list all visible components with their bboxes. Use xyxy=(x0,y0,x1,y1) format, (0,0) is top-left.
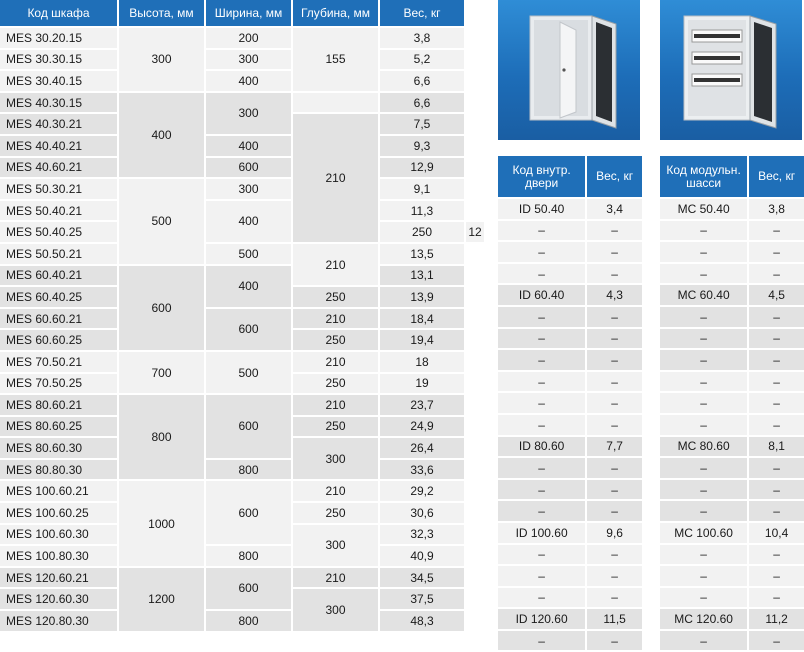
height-cell: 600 xyxy=(119,266,204,350)
table-row xyxy=(498,285,642,305)
weight-cell: 6,6 xyxy=(380,93,464,113)
depth-cell: 155 xyxy=(293,28,378,91)
table-row xyxy=(0,136,484,156)
item-code: – xyxy=(498,221,585,241)
width-cell: 800 xyxy=(206,611,291,631)
item-code: – xyxy=(660,307,747,327)
item-weight: – xyxy=(587,501,642,521)
cabinet-code: MES 70.50.25 xyxy=(0,374,117,394)
weight-cell: 34,5 xyxy=(380,568,464,588)
item-weight: – xyxy=(749,415,804,435)
item-code: – xyxy=(498,307,585,327)
table-row xyxy=(498,199,642,219)
item-weight: – xyxy=(587,221,642,241)
table-row xyxy=(660,566,804,586)
table-row xyxy=(0,395,484,415)
item-code: – xyxy=(660,480,747,500)
item-weight: – xyxy=(587,307,642,327)
table-row xyxy=(498,329,642,349)
table-row xyxy=(498,631,642,651)
item-weight: – xyxy=(749,221,804,241)
weight-cell: 12 xyxy=(466,222,484,242)
weight-cell: 6,6 xyxy=(380,71,464,91)
table-row xyxy=(498,566,642,586)
table-row xyxy=(660,631,804,651)
table-row xyxy=(660,609,804,629)
item-weight: – xyxy=(749,545,804,565)
table-row xyxy=(498,221,642,241)
table-row xyxy=(0,309,484,329)
depth-cell: 250 xyxy=(293,417,378,437)
weight-cell: 24,9 xyxy=(380,417,464,437)
width-cell: 600 xyxy=(206,568,291,609)
header-chassis-weight: Вес, кг xyxy=(749,156,804,197)
item-weight: – xyxy=(749,264,804,284)
height-cell: 500 xyxy=(119,179,204,263)
item-code: – xyxy=(498,545,585,565)
header-chassis-code: Код модульн. шасси xyxy=(660,156,747,197)
header-door-weight: Вес, кг xyxy=(587,156,642,197)
weight-cell: 18 xyxy=(380,352,464,372)
depth-cell: 250 xyxy=(293,503,378,523)
item-weight: 7,7 xyxy=(587,437,642,457)
table-row xyxy=(660,523,804,543)
cabinet-code: MES 80.60.30 xyxy=(0,438,117,458)
cabinet-code: MES 70.50.21 xyxy=(0,352,117,372)
item-weight: – xyxy=(749,631,804,651)
table-row xyxy=(660,415,804,435)
item-weight: – xyxy=(749,350,804,370)
weight-cell: 30,6 xyxy=(380,503,464,523)
table-row xyxy=(498,588,642,608)
item-code: – xyxy=(660,501,747,521)
table-row xyxy=(498,372,642,392)
cabinet-code: MES 100.60.25 xyxy=(0,503,117,523)
weight-cell: 33,6 xyxy=(380,460,464,480)
table-row xyxy=(498,609,642,629)
width-cell: 400 xyxy=(206,71,291,91)
item-weight: – xyxy=(587,242,642,262)
width-cell: 300 xyxy=(206,179,291,199)
width-cell: 600 xyxy=(206,309,291,350)
item-code: ID 80.60 xyxy=(498,437,585,457)
depth-cell: 250 xyxy=(380,222,464,242)
table-row xyxy=(660,307,804,327)
table-row xyxy=(660,458,804,478)
weight-cell: 18,4 xyxy=(380,309,464,329)
table-row xyxy=(0,28,484,48)
cabinet-code: MES 30.40.15 xyxy=(0,71,117,91)
depth-cell: 210 xyxy=(293,481,378,501)
table-row xyxy=(498,307,642,327)
depth-cell: 250 xyxy=(293,374,378,394)
depth-cell: 210 xyxy=(293,244,378,285)
table-row xyxy=(498,242,642,262)
item-weight: 11,2 xyxy=(749,609,804,629)
table-row xyxy=(0,158,484,178)
item-code: – xyxy=(660,372,747,392)
item-code: ID 60.40 xyxy=(498,285,585,305)
table-row xyxy=(498,545,642,565)
item-code: – xyxy=(498,372,585,392)
item-weight: 4,5 xyxy=(749,285,804,305)
item-weight: – xyxy=(587,372,642,392)
cabinet-code: MES 100.60.21 xyxy=(0,481,117,501)
item-code: ID 50.40 xyxy=(498,199,585,219)
table-row xyxy=(660,221,804,241)
item-code: – xyxy=(660,545,747,565)
cabinet-code: MES 80.60.25 xyxy=(0,417,117,437)
cabinet-code: MES 50.40.25 xyxy=(0,222,117,242)
weight-cell: 9,1 xyxy=(380,179,464,199)
cabinet-code: MES 60.40.25 xyxy=(0,287,117,307)
item-code: – xyxy=(498,393,585,413)
item-weight: – xyxy=(749,458,804,478)
cabinet-code: MES 30.20.15 xyxy=(0,28,117,48)
item-code: – xyxy=(660,350,747,370)
table-row xyxy=(0,201,484,221)
item-weight: 3,4 xyxy=(587,199,642,219)
item-code: – xyxy=(498,631,585,651)
item-weight: – xyxy=(749,588,804,608)
width-cell: 400 xyxy=(206,136,291,156)
depth-cell: 210 xyxy=(293,568,378,588)
weight-cell: 29,2 xyxy=(380,481,464,501)
table-row xyxy=(498,350,642,370)
table-row xyxy=(498,393,642,413)
table-row xyxy=(660,242,804,262)
item-weight: – xyxy=(749,393,804,413)
height-cell: 700 xyxy=(119,352,204,393)
item-weight: 10,4 xyxy=(749,523,804,543)
table-row xyxy=(0,179,484,199)
width-cell: 400 xyxy=(206,266,291,307)
width-cell: 600 xyxy=(206,481,291,544)
item-weight: – xyxy=(587,264,642,284)
cabinet-inner-door-photo xyxy=(498,0,640,140)
item-weight: – xyxy=(587,350,642,370)
item-weight: – xyxy=(749,307,804,327)
table-row xyxy=(660,393,804,413)
weight-cell: 13,9 xyxy=(380,287,464,307)
item-code: – xyxy=(498,242,585,262)
item-code: MC 120.60 xyxy=(660,609,747,629)
depth-cell: 210 xyxy=(293,395,378,415)
item-code: – xyxy=(660,221,747,241)
cabinet-code: MES 100.80.30 xyxy=(0,546,117,566)
item-code: – xyxy=(498,458,585,478)
weight-cell: 5,2 xyxy=(380,50,464,70)
item-weight: 4,3 xyxy=(587,285,642,305)
cabinet-code: MES 120.60.21 xyxy=(0,568,117,588)
header-height: Высота, мм xyxy=(119,0,204,26)
item-weight: 9,6 xyxy=(587,523,642,543)
item-weight: – xyxy=(587,588,642,608)
item-code: – xyxy=(498,588,585,608)
table-row xyxy=(660,545,804,565)
modular-chassis-table xyxy=(658,154,804,652)
cabinet-code: MES 80.60.21 xyxy=(0,395,117,415)
cabinet-code: MES 50.40.21 xyxy=(0,201,117,221)
depth-cell: 300 xyxy=(293,589,378,630)
cabinet-code: MES 40.30.21 xyxy=(0,114,117,134)
table-row xyxy=(660,350,804,370)
weight-cell: 12,9 xyxy=(380,158,464,178)
header-door-code: Код внутр. двери xyxy=(498,156,585,197)
cabinet-code: MES 120.60.30 xyxy=(0,589,117,609)
weight-cell: 9,3 xyxy=(380,136,464,156)
item-code: MC 60.40 xyxy=(660,285,747,305)
item-code: ID 120.60 xyxy=(498,609,585,629)
table-row xyxy=(0,352,484,372)
table-row xyxy=(0,71,484,91)
width-cell: 400 xyxy=(206,201,291,242)
cabinet-code: MES 60.40.21 xyxy=(0,266,117,286)
item-code: – xyxy=(660,329,747,349)
item-code: – xyxy=(498,480,585,500)
table-row xyxy=(498,437,642,457)
table-row xyxy=(498,458,642,478)
table-row xyxy=(498,501,642,521)
height-cell: 1000 xyxy=(119,481,204,565)
depth-cell-empty xyxy=(293,93,378,113)
table-row xyxy=(0,460,484,480)
cabinet-code: MES 40.60.21 xyxy=(0,158,117,178)
weight-cell: 11,3 xyxy=(380,201,464,221)
weight-cell: 13,1 xyxy=(380,266,464,286)
table-row xyxy=(498,264,642,284)
cabinet-with-door-icon xyxy=(498,0,640,140)
weight-cell: 19 xyxy=(380,374,464,394)
item-code: – xyxy=(498,350,585,370)
item-weight: – xyxy=(587,458,642,478)
height-cell: 800 xyxy=(119,395,204,479)
table-row xyxy=(0,568,484,588)
item-weight: – xyxy=(587,631,642,651)
item-weight: 3,8 xyxy=(749,199,804,219)
cabinet-chassis-photo xyxy=(660,0,802,140)
item-code: – xyxy=(660,415,747,435)
table-row xyxy=(0,266,484,286)
cabinet-code: MES 60.60.21 xyxy=(0,309,117,329)
item-code: – xyxy=(660,566,747,586)
table-row xyxy=(660,199,804,219)
item-weight: – xyxy=(587,480,642,500)
inner-door-table xyxy=(496,154,644,652)
item-code: MC 50.40 xyxy=(660,199,747,219)
table-row xyxy=(660,329,804,349)
item-weight: – xyxy=(587,393,642,413)
weight-cell: 23,7 xyxy=(380,395,464,415)
item-weight: – xyxy=(587,415,642,435)
cabinet-code: MES 50.30.21 xyxy=(0,179,117,199)
width-cell: 800 xyxy=(206,546,291,566)
cabinet-code: MES 40.40.21 xyxy=(0,136,117,156)
item-code: ID 100.60 xyxy=(498,523,585,543)
depth-cell: 210 xyxy=(293,114,378,242)
table-row xyxy=(660,501,804,521)
weight-cell: 32,3 xyxy=(380,525,464,545)
table-row xyxy=(0,244,484,264)
item-weight: – xyxy=(749,329,804,349)
item-weight: 11,5 xyxy=(587,609,642,629)
width-cell: 300 xyxy=(206,50,291,70)
item-code: – xyxy=(660,458,747,478)
item-weight: – xyxy=(749,566,804,586)
item-code: – xyxy=(498,329,585,349)
cabinet-code: MES 30.30.15 xyxy=(0,50,117,70)
depth-cell: 250 xyxy=(293,287,378,307)
header-width: Ширина, мм xyxy=(206,0,291,26)
weight-cell: 13,5 xyxy=(380,244,464,264)
width-cell: 600 xyxy=(206,395,291,458)
cabinet-code: MES 40.30.15 xyxy=(0,93,117,113)
table-row xyxy=(660,264,804,284)
item-code: – xyxy=(498,264,585,284)
cabinet-code: MES 120.80.30 xyxy=(0,611,117,631)
table-row xyxy=(660,588,804,608)
depth-cell: 210 xyxy=(293,352,378,372)
table-row xyxy=(0,93,484,113)
weight-cell: 3,8 xyxy=(380,28,464,48)
width-cell: 200 xyxy=(206,28,291,48)
item-weight: – xyxy=(749,480,804,500)
table-row xyxy=(660,372,804,392)
weight-cell: 37,5 xyxy=(380,589,464,609)
item-weight: – xyxy=(587,329,642,349)
weight-cell: 48,3 xyxy=(380,611,464,631)
table-row xyxy=(0,481,484,501)
cabinet-code: MES 100.60.30 xyxy=(0,525,117,545)
weight-cell: 19,4 xyxy=(380,330,464,350)
item-weight: – xyxy=(749,501,804,521)
height-cell: 1200 xyxy=(119,568,204,631)
depth-cell: 300 xyxy=(293,525,378,566)
item-code: – xyxy=(660,588,747,608)
weight-cell: 26,4 xyxy=(380,438,464,458)
depth-cell: 210 xyxy=(293,309,378,329)
weight-cell: 7,5 xyxy=(380,114,464,134)
item-code: MC 100.60 xyxy=(660,523,747,543)
table-row xyxy=(660,480,804,500)
cabinet-code: MES 50.50.21 xyxy=(0,244,117,264)
header-weight: Вес, кг xyxy=(380,0,464,26)
item-weight: – xyxy=(587,545,642,565)
item-weight: – xyxy=(749,372,804,392)
header-depth: Глубина, мм xyxy=(293,0,378,26)
table-row xyxy=(0,546,484,566)
width-cell: 500 xyxy=(206,352,291,393)
item-code: MC 80.60 xyxy=(660,437,747,457)
table-row xyxy=(498,415,642,435)
depth-cell: 250 xyxy=(293,330,378,350)
table-row xyxy=(660,285,804,305)
item-code: – xyxy=(498,415,585,435)
item-weight: – xyxy=(587,566,642,586)
item-code: – xyxy=(498,566,585,586)
header-cabinet-code: Код шкафа xyxy=(0,0,117,26)
table-row xyxy=(660,437,804,457)
cabinet-code: MES 60.60.25 xyxy=(0,330,117,350)
item-code: – xyxy=(660,393,747,413)
weight-cell: 40,9 xyxy=(380,546,464,566)
item-code: – xyxy=(660,242,747,262)
width-cell: 800 xyxy=(206,460,291,480)
item-code: – xyxy=(660,631,747,651)
item-code: – xyxy=(660,264,747,284)
item-weight: – xyxy=(749,242,804,262)
cabinet-with-chassis-icon xyxy=(660,0,802,140)
depth-cell: 300 xyxy=(293,438,378,479)
height-cell: 300 xyxy=(119,28,204,91)
table-row xyxy=(0,50,484,70)
table-row xyxy=(0,611,484,631)
width-cell: 600 xyxy=(206,158,291,178)
item-weight: 8,1 xyxy=(749,437,804,457)
table-row xyxy=(498,523,642,543)
table-row xyxy=(498,480,642,500)
item-code: – xyxy=(498,501,585,521)
width-cell: 300 xyxy=(206,93,291,134)
width-cell: 500 xyxy=(206,244,291,264)
height-cell: 400 xyxy=(119,93,204,177)
cabinet-code: MES 80.80.30 xyxy=(0,460,117,480)
